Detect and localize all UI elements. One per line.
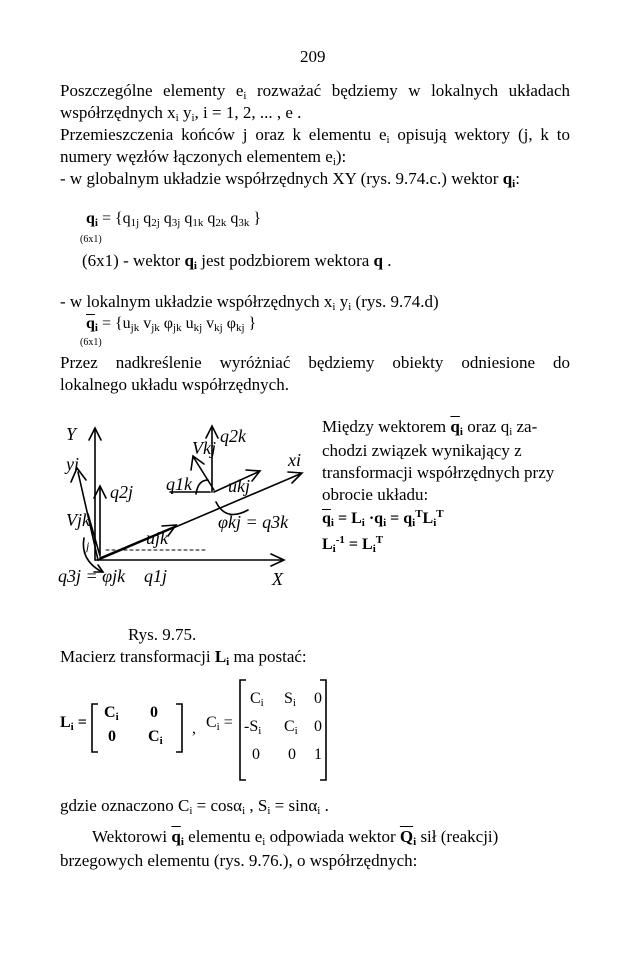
paragraph-4-line: - w lokalnym układzie współrzędnych $x_i$ $y_i$ (rys. 9.74.d) — [60, 292, 439, 313]
matrix-L-cell-12: 0 — [150, 704, 158, 721]
paragraph-7: gdzie oznaczono $C_i = \cos\alpha_i$ , $S_i = \sin\alpha_i$ . — [60, 796, 329, 817]
fig-label-ukj: ukj — [228, 476, 250, 496]
figure-caption: Rys. 9.75. — [128, 625, 197, 644]
equation-q-global-dim: (6x1) — [80, 234, 102, 245]
matrix-C-cell-21: $-S_i$ — [244, 718, 262, 737]
paragraph-1-line-1: Poszczególne elementy $e_i$ rozważać będziemy w lokalnych układach — [60, 81, 571, 102]
fig-label-X: X — [272, 569, 283, 589]
side-text-line-1: Między wektorem $\overline{q}_i$ oraz $q_i$ za- — [322, 417, 538, 438]
matrix-L-label: $L_i$ = — [60, 714, 87, 733]
side-equation-1: $\overline{q}_i = L_i \cdot q_i = q_i^TL_i^T$ — [322, 508, 444, 529]
figure-9-75 — [58, 410, 318, 590]
fig-label-q3j: q3j = φjk — [58, 566, 126, 586]
side-equation-2: $L_i^{-1} = L_i^T$ — [322, 534, 384, 555]
matrix-L-cell-21: 0 — [108, 728, 116, 745]
side-text-line-4: obrocie układu: — [322, 485, 429, 504]
fig-label-vkj: Vkj — [192, 438, 216, 458]
fig-label-xi: xi — [288, 450, 301, 470]
matrix-C-cell-13: 0 — [314, 690, 322, 707]
matrix-C-cell-22: $C_i$ — [284, 718, 298, 737]
paragraph-3-line: - w globalnym układzie współrzędnych XY (rys. 9.74.c.) wektor $q_i$: — [60, 169, 520, 190]
matrix-C-cell-12: $S_i$ — [284, 690, 296, 709]
fig-label-q1j: q1j — [144, 566, 168, 586]
paragraph-2-line-2: numery węzłów łączonych elementem $e_i$): — [60, 147, 347, 168]
fig-label-q2j: q2j — [110, 482, 134, 502]
fig-label-yi: yi — [66, 454, 79, 474]
matrix-C-label: $C_i$ = — [206, 714, 233, 733]
matrix-L-cell-22: $C_i$ — [148, 728, 163, 747]
fig-label-j: j — [86, 539, 90, 553]
equation-q-global: $q_i = \{q_{1j}$ $q_{2j}$ $q_{3j}$ $q_{1k}$ $q_{2k}$ $q_{3k}$ } — [86, 210, 262, 229]
equation-q-local: $\overline{q}_i = \{u_{jk}$ $v_{jk}$ $\varphi_{jk}$ $u_{kj}$ $v_{kj}$ $\varphi_{kj}$ } — [86, 315, 257, 334]
fig-label-Y: Y — [66, 424, 77, 444]
fig-label-vjk: Vjk — [66, 510, 90, 530]
matrix-C-cell-31: 0 — [252, 746, 260, 763]
paragraph-5-line-1: Przez nadkreślenie wyróżniać będziemy obiekty odniesione do — [60, 353, 570, 372]
paragraph-8-line-2: brzegowych elementu (rys. 9.76.), o współrzędnych: — [60, 851, 418, 870]
matrix-C-cell-32: 0 — [288, 746, 296, 763]
fig-label-q1k: q1k — [166, 474, 192, 494]
equation-q-global-note: (6x1) - wektor $q_i$ jest podzbiorem wektora q . — [82, 251, 392, 272]
paragraph-6: Macierz transformacji $L_i$ ma postać: — [60, 647, 307, 668]
matrix-C-cell-11: $C_i$ — [250, 690, 264, 709]
equation-q-local-dim: (6x1) — [80, 337, 102, 348]
matrix-separator: , — [192, 720, 196, 737]
paragraph-5-line-2: lokalnego układu współrzędnych. — [60, 375, 289, 394]
paragraph-2-line-1: Przemieszczenia końców j oraz k elementu $e_i$ opisują wektory (j, k to — [60, 125, 570, 146]
fig-label-ujk: ujk — [146, 528, 168, 548]
page-number: 209 — [300, 47, 326, 66]
paragraph-1-line-2: współrzędnych $x_i$ $y_i$, i = 1, 2, ... , e . — [60, 103, 302, 124]
matrix-C-cell-33: 1 — [314, 746, 322, 763]
side-text-line-2: chodzi związek wynikający z — [322, 441, 522, 460]
fig-label-phikj: φkj = q3k — [218, 512, 289, 532]
paragraph-8-line-1: Wektorowi $\overline{q}_i$ elementu $e_i$ odpowiada wektor $\overline{Q}_i$ sił (reakcji) — [92, 827, 499, 848]
side-text-line-3: transformacji współrzędnych przy — [322, 463, 555, 482]
fig-label-q2k: q2k — [220, 426, 246, 446]
matrix-L-cell-11: $C_i$ — [104, 704, 119, 723]
matrix-C-cell-23: 0 — [314, 718, 322, 735]
